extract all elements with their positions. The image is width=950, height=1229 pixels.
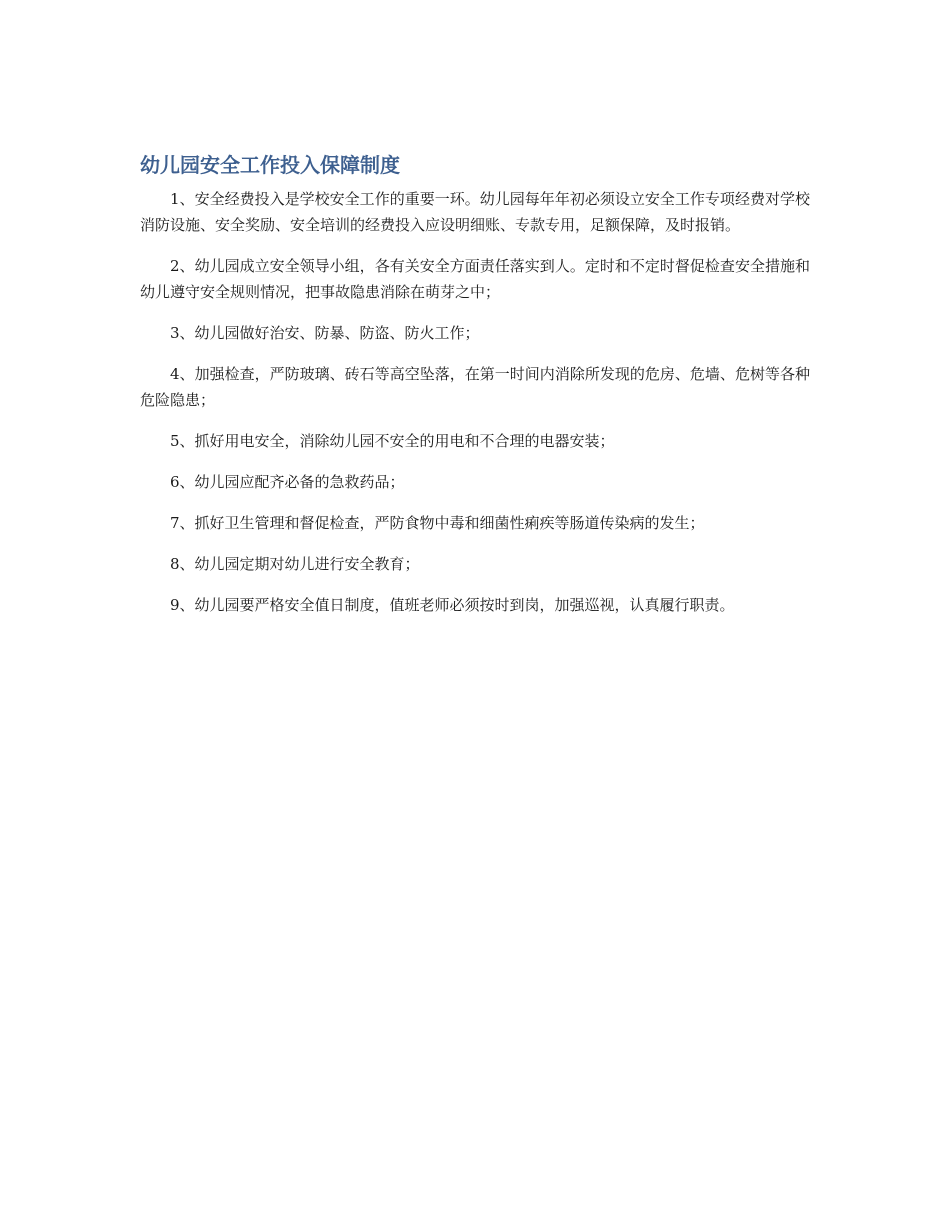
- document-body: [140, 150, 810, 633]
- paragraph-9: 9、幼儿园要严格安全值日制度，值班老师必须按时到岗，加强巡视，认真履行职责。: [170, 596, 735, 614]
- paragraph-7: 7、抓好卫生管理和督促检查，严防食物中毒和细菌性痢疾等肠道传染病的发生；: [170, 514, 705, 532]
- paragraph-3: 3、幼儿园做好治安、防暴、防盗、防火工作；: [170, 324, 480, 342]
- document-title: 幼儿园安全工作投入保障制度: [140, 153, 400, 177]
- paragraph-5: 5、抓好用电安全，消除幼儿园不安全的用电和不合理的电器安装；: [170, 432, 615, 450]
- paragraph-8: 8、幼儿园定期对幼儿进行安全教育；: [170, 555, 420, 573]
- paragraph-1: 1、安全经费投入是学校安全工作的重要一环。幼儿园每年年初必须设立安全工作专项经费对学校消防设施、安全奖励、安全培训的经费投入应设明细账、专款专用，足额保障，及时报销。: [140, 190, 810, 234]
- paragraph-6: 6、幼儿园应配齐必备的急救药品；: [170, 473, 405, 491]
- paragraph-2: 2、幼儿园成立安全领导小组，各有关安全方面责任落实到人。定时和不定时督促检查安全措施和幼儿遵守安全规则情况，把事故隐患消除在萌芽之中；: [140, 257, 810, 301]
- paragraph-4: 4、加强检查，严防玻璃、砖石等高空坠落，在第一时间内消除所发现的危房、危墙、危树等各种危险隐患；: [140, 365, 810, 409]
